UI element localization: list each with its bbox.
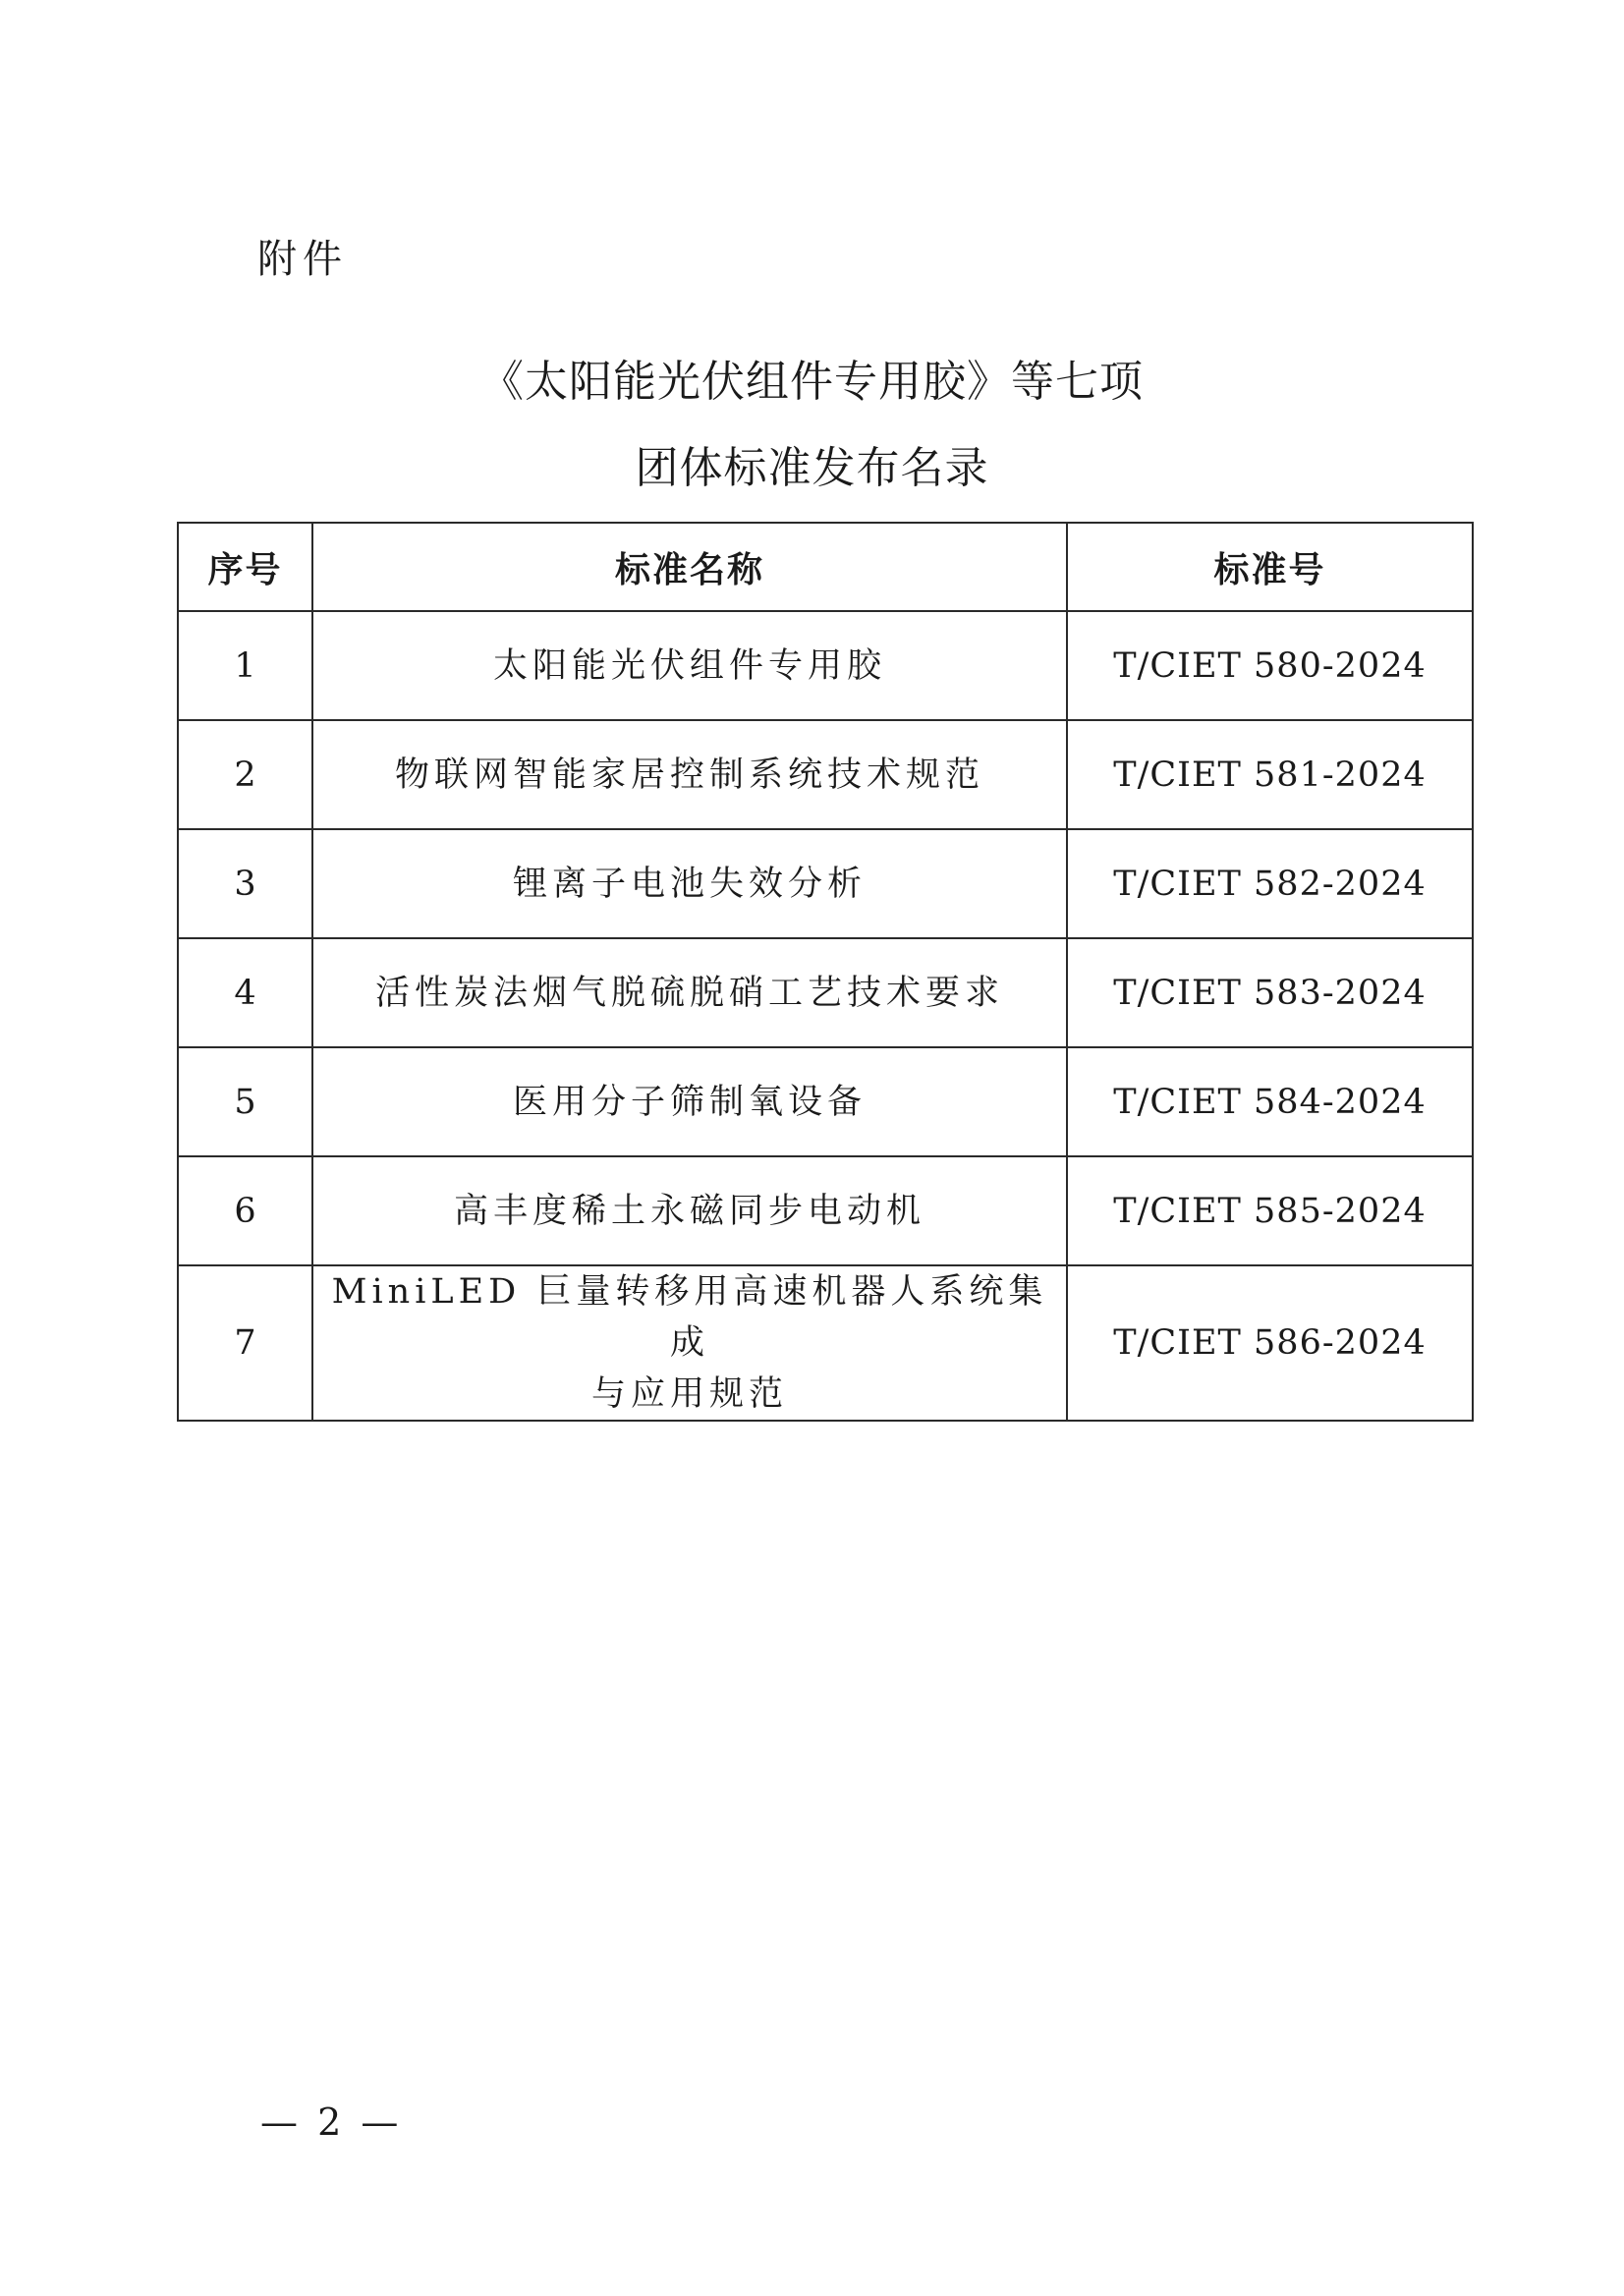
table-row <box>178 938 1473 1047</box>
cell-code: T/CIET 586-2024 <box>1067 1265 1473 1421</box>
cell-seq: 7 <box>178 1265 312 1421</box>
table-row <box>178 720 1473 829</box>
cell-name-line-1: MiniLED 巨量转移用高速机器人系统集成 <box>331 1272 1048 1363</box>
table-header-row <box>178 523 1473 611</box>
attachment-label: 附件 <box>257 237 348 282</box>
header-name: 标准名称 <box>312 523 1067 611</box>
cell-name: 活性炭法烟气脱硫脱硝工艺技术要求 <box>312 938 1067 1047</box>
header-code: 标准号 <box>1067 523 1473 611</box>
table-row <box>178 1265 1473 1421</box>
cell-seq: 6 <box>178 1156 312 1265</box>
cell-name: 医用分子筛制氧设备 <box>312 1047 1067 1156</box>
cell-seq: 5 <box>178 1047 312 1156</box>
cell-seq: 2 <box>178 720 312 829</box>
cell-seq: 1 <box>178 611 312 720</box>
cell-code: T/CIET 580-2024 <box>1067 611 1473 720</box>
cell-name-line-2: 与应用规范 <box>590 1374 788 1414</box>
document-title-line-1: 《太阳能光伏组件专用胶》等七项 <box>480 357 1144 407</box>
cell-name: 锂离子电池失效分析 <box>312 829 1067 938</box>
cell-name: 物联网智能家居控制系统技术规范 <box>312 720 1067 829</box>
cell-code: T/CIET 584-2024 <box>1067 1047 1473 1156</box>
cell-code: T/CIET 583-2024 <box>1067 938 1473 1047</box>
header-seq: 序号 <box>178 523 312 611</box>
table-row <box>178 829 1473 938</box>
cell-name: 太阳能光伏组件专用胶 <box>312 611 1067 720</box>
page-number: — 2 — <box>260 2100 403 2144</box>
cell-name <box>312 1265 1067 1421</box>
cell-code: T/CIET 582-2024 <box>1067 829 1473 938</box>
cell-seq: 4 <box>178 938 312 1047</box>
cell-code: T/CIET 585-2024 <box>1067 1156 1473 1265</box>
table-row <box>178 1156 1473 1265</box>
cell-seq: 3 <box>178 829 312 938</box>
table-row <box>178 611 1473 720</box>
cell-code: T/CIET 581-2024 <box>1067 720 1473 829</box>
table-row <box>178 1047 1473 1156</box>
standards-table <box>177 522 1474 1422</box>
cell-name: 高丰度稀土永磁同步电动机 <box>312 1156 1067 1265</box>
document-title-line-2: 团体标准发布名录 <box>635 443 989 493</box>
